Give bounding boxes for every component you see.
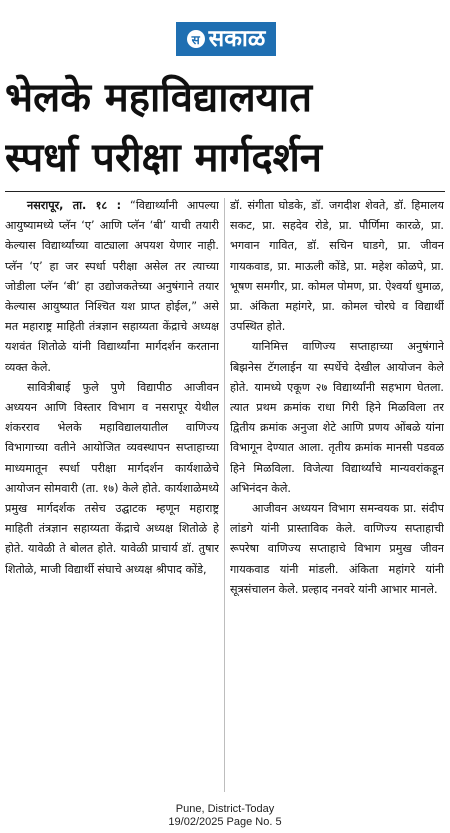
article-paragraph: सावित्रीबाई फुले पुणे विद्यापीठ आजीवन अध्ययन आणि विस्तार विभाग व नसरापूर येथील शंकरराव भेलके महाविद्यालयातील वाणिज्य विभागाच्या वतीने आयोजित व्यवस्थापन सप्ताहाच्या माध्यमातून स्पर्धा परीक्षा मार्गदर्शन कार्यशाळेचे आयोजन सोमवारी (ता. १७) केले होते. कार्यशाळेमध्ये प्रमुख मार्गदर्शक तसेच उद्घाटक म्हणून महाराष्ट्र माहिती तंत्रज्ञान सहाय्यता केंद्राचे अध्यक्ष शितोळे हे होते. यावेळी ते बोलत होते. यावेळी प्राचार्य डॉ. तुषार शितोळे, माजी विद्यार्थी संघाचे अध्यक्ष श्रीपाद कोंडे, (5, 380, 219, 576)
column-divider (224, 198, 225, 792)
masthead (0, 18, 450, 58)
paragraph-text: “विद्यार्थ्यांनी आपल्या आयुष्यामध्ये प्लॅन ‘ए’ आणि प्लॅन ‘बी’ याची तयारी केल्यास विद्यार्थ्यांच्या वाट्याला अपयश येणार नाही. प्लॅन ‘ए’ हा जर स्पर्धा परीक्षा असेल तर त्याच्या जोडीला प्लॅन ‘बी’ हा उद्योजकतेच्या अनुषंगाने तयार केल्यास आयुष्यात निश्चित यश प्राप्त होईल,” असे मत महाराष्ट्र माहिती तंत्रज्ञान सहाय्यता केंद्राचे अध्यक्ष यशवंत शितोळे यांनी विद्यार्थ्यांना मार्गदर्शन करताना व्यक्त केले. (5, 199, 219, 374)
footer-date-page: 19/02/2025 Page No. 5 (168, 816, 282, 828)
headline-line-2: स्पर्धा परीक्षा मार्गदर्शन (5, 135, 323, 181)
article-paragraph: यानिमित्त वाणिज्य सप्ताहाच्या अनुषंगाने बिझनेस टॅगलाईन या स्पर्धेचे देखील आयोजन केले होते. यामध्ये एकूण २७ विद्यार्थ्यांनी सहभाग घेतला. त्यात प्रथम क्रमांक राधा गिरी हिने मिळविला तर द्वितीय क्रमांक अनुजा शेटे आणि प्रणय ओंबळे यांना विभागून देण्यात आला. तृतीय क्रमांक मानसी पडवळ हिने मिळविला. विजेत्या विद्यार्थ्यांचे मान्यवरांकडून अभिनंदन केले. (230, 340, 444, 495)
article-paragraph (5, 196, 219, 378)
dateline: नसरापूर, ता. १८ : (27, 199, 122, 212)
article-paragraph: डॉ. संगीता घोडके, डॉ. जगदीश शेवते, डॉ. हिमालय सकट, प्रा. सहदेव रोडे, प्रा. पौर्णिमा कारळे, प्रा. भगवान गावित, डॉ. सचिन घाडगे, प्रा. जीवन गायकवाड, प्रा. माऊली कोंडे, प्रा. महेश कोळपे, प्रा. भूषण समगीर, प्रा. कोमल पोमण, प्रा. ऐश्वर्या धुमाळ, प्रा. अंकिता महांगरे, प्रा. कोमल चोरघे व विद्यार्थी उपस्थित होते. (230, 199, 444, 334)
article-column-left (5, 196, 219, 796)
newspaper-logo (176, 22, 276, 56)
logo-emblem-icon: स (187, 30, 205, 48)
headline-rule (5, 191, 445, 192)
footer-edition: Pune, District-Today (175, 803, 275, 815)
article-paragraph: आजीवन अध्ययन विभाग समन्वयक प्रा. संदीप लांडगे यांनी प्रास्ताविक केले. वाणिज्य सप्ताहाची रूपरेषा वाणिज्य सप्ताहाचे विभाग प्रमुख जीवन गायकवाड यांनी मांडली. अंकिता महांगरे यांनी सूत्रसंचालन केले. प्रल्हाद ननवरे यांनी आभार मानले. (230, 502, 444, 596)
article-column-right (230, 196, 444, 796)
headline-line-1: भेलके महाविद्यालयात (5, 75, 313, 121)
logo-text: सकाळ (208, 26, 266, 52)
